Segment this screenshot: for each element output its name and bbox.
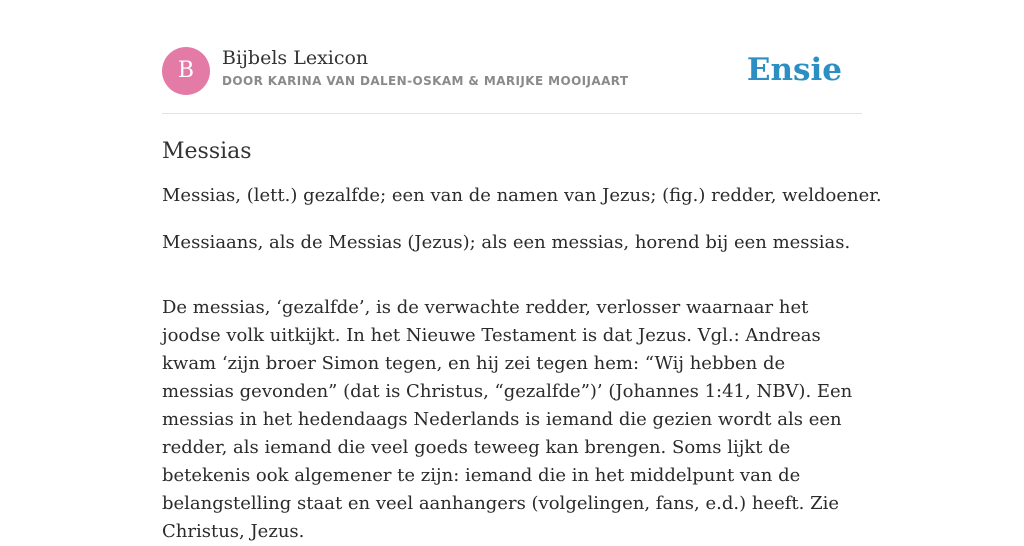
definition-2: Messiaans, als de Messias (Jezus); als een messias, horend bij een messias. [162, 232, 851, 253]
entry-content [162, 134, 882, 546]
title-block [222, 46, 628, 88]
header [162, 46, 862, 96]
avatar[interactable]: B [162, 47, 210, 95]
book-title[interactable]: Bijbels Lexicon [222, 47, 369, 69]
divider [162, 113, 862, 114]
authors: DOOR KARINA VAN DALEN-OSKAM & MARIJKE MOOIJAART [222, 74, 629, 88]
headword: Messias [162, 139, 252, 164]
definition-1: Messias, (lett.) gezalfde; een van de namen van Jezus; (fig.) redder, weldoener. [162, 185, 882, 206]
brand-logo[interactable]: Ensie [746, 52, 842, 88]
explanation: De messias, ‘gezalfde’, is de verwachte redder, verlosser waarnaar het joodse volk uitkijkt. In het Nieuwe Testament is dat Jezus. Vgl.: Andreas kwam ‘zijn broer Simon tegen, en hij zei tegen hem: “Wij hebben de messias gevonden” (dat is Christus, “gezalfde”)’ (Johannes 1:41, NBV). Een messias in het hedendaags Nederlands is iemand die gezien wordt als een redder, als iemand die veel goeds teweeg kan brengen. Soms lijkt de betekenis ook algemener te zijn: iemand die in het middelpunt van de belangstelling staat en veel aanhangers (volgelingen, fans, e.d.) heeft. Zie Christus, Jezus. [162, 297, 853, 542]
